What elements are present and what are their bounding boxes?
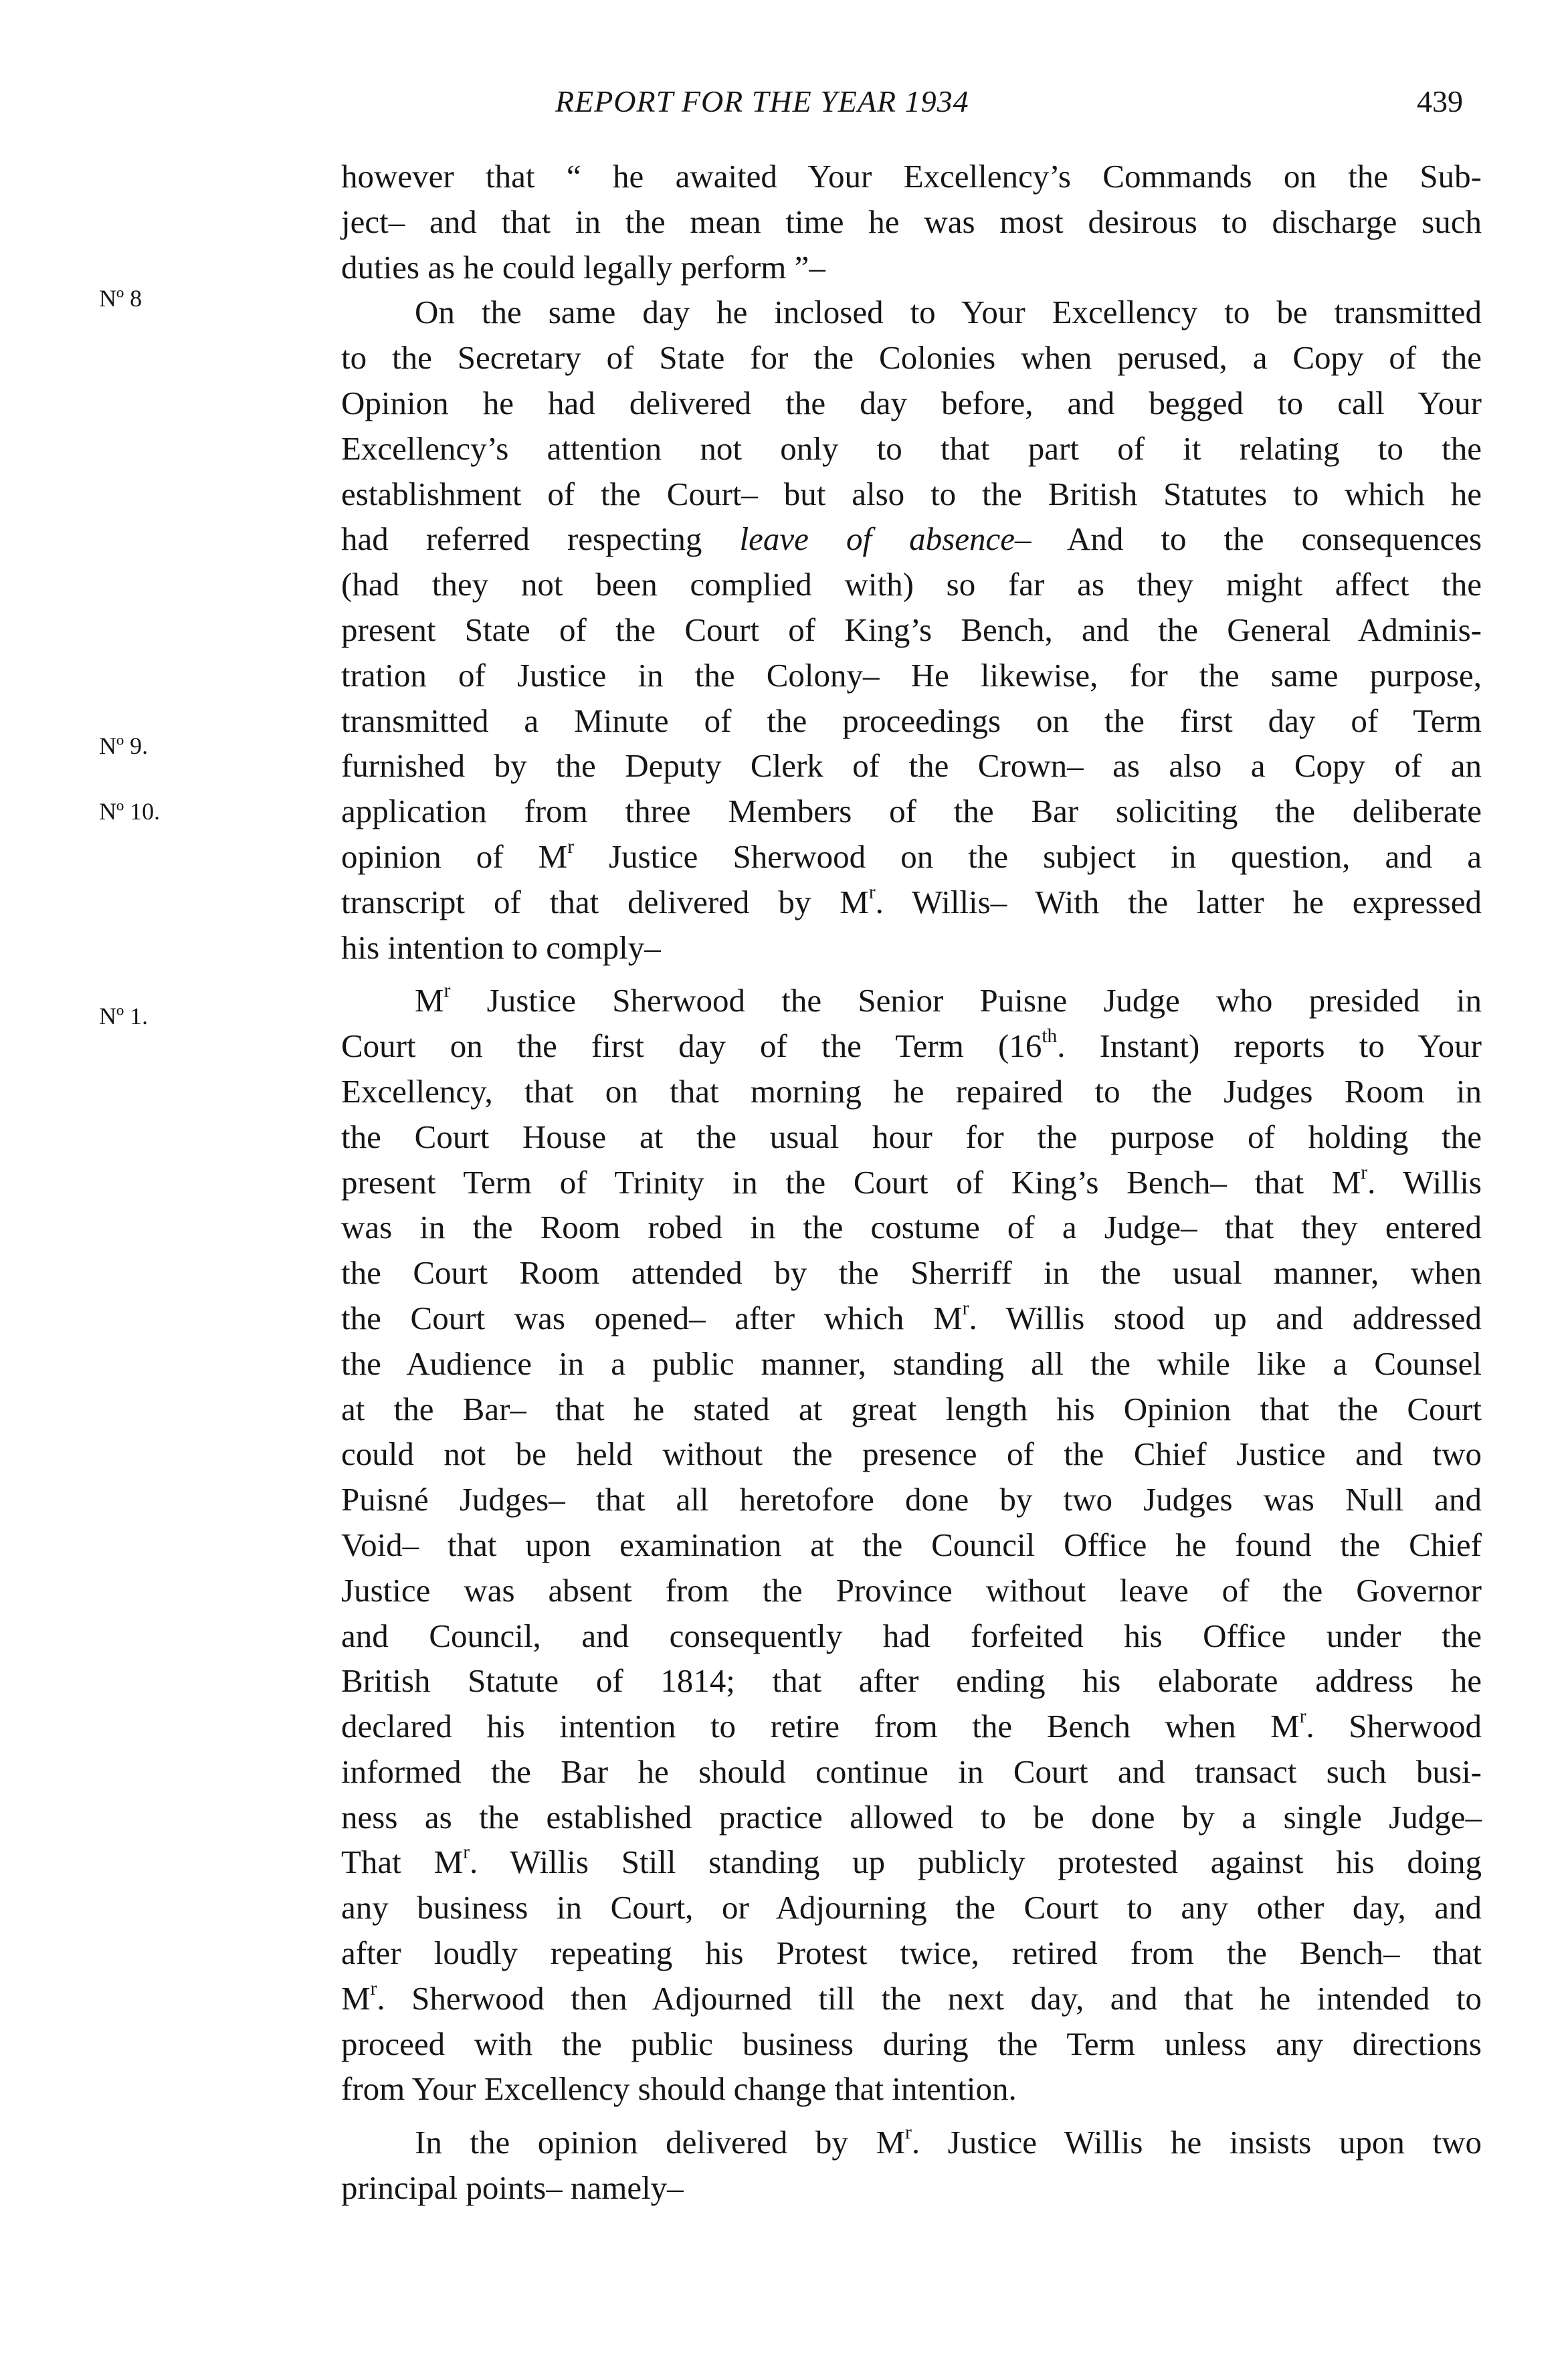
text-line: Court on the first day of the Term (16th. Instant) reports to Your xyxy=(341,1025,1482,1065)
text-line: his intention to comply– xyxy=(341,928,661,966)
text-line: That $M^r$. Willis Still standing up publicly protested against his doing xyxy=(341,1842,1482,1881)
text-line: (had they not been complied with) so far as they might affect the xyxy=(341,566,1482,603)
text-line: could not be held without the presence of the Chief Justice and two xyxy=(341,1435,1482,1473)
text-line: present State of the Court of King’s Bench, and the General Adminis- xyxy=(341,611,1482,648)
margin-note: Nº 10. xyxy=(99,798,161,825)
text-line: the Audience in a public manner, standing all the while like a Counsel xyxy=(341,1345,1482,1382)
text-line: transcript of that delivered by $M^r$. Willis– With the latter he expressed xyxy=(341,881,1482,920)
page-header xyxy=(0,84,1568,130)
text-line: $M^r$ Justice Sherwood the Senior Puisne Judge who presided in xyxy=(415,980,1482,1019)
body-text xyxy=(341,154,1482,2211)
text-line: had referred respecting leave of absence– And to the consequences xyxy=(341,520,1482,558)
text-line: Puisné Judges– that all heretofore done by two Judges was Null and xyxy=(341,1481,1482,1518)
text-line: at the Bar– that he stated at great length his Opinion that the Court xyxy=(341,1390,1482,1427)
text-line: the Court was opened– after which $M^r$. Willis stood up and addressed xyxy=(341,1297,1482,1336)
text-line: $M^r$. Sherwood then Adjourned till the next day, and that he intended to xyxy=(341,1977,1482,2017)
text-line: declared his intention to retire from the Bench when $M^r$. Sherwood xyxy=(341,1706,1482,1745)
text-line: the Court House at the usual hour for the purpose of holding the xyxy=(341,1118,1482,1155)
margin-note: Nº 8 xyxy=(99,285,142,312)
margin-note: Nº 1. xyxy=(99,1003,149,1029)
text-line: Excellency’s attention not only to that part of it relating to the xyxy=(341,429,1482,467)
text-line: Justice was absent from the Province without leave of the Governor xyxy=(341,1571,1482,1609)
text-line: Excellency, that on that morning he repaired to the Judges Room in xyxy=(341,1072,1482,1110)
text-line: Opinion he had delivered the day before, and begged to call Your xyxy=(341,384,1482,421)
margin-note: Nº 9. xyxy=(99,732,149,759)
text-line: from Your Excellency should change that intention. xyxy=(341,2070,1017,2108)
text-line: transmitted a Minute of the proceedings on the first day of Term xyxy=(341,702,1482,739)
text-line: application from three Members of the Bar soliciting the deliberate xyxy=(341,793,1482,830)
text-line: ness as the established practice allowed to be done by a single Judge– xyxy=(341,1798,1482,1836)
text-line: and Council, and consequently had forfeited his Office under the xyxy=(341,1617,1482,1654)
text-line: any business in Court, or Adjourning the Court to any other day, and xyxy=(341,1889,1482,1926)
text-line: opinion of $M^r$ Justice Sherwood on the subject in question, and a xyxy=(341,835,1482,875)
text-line: was in the Room robed in the costume of a Judge– that they entered xyxy=(341,1209,1482,1246)
text-line: the Court Room attended by the Sherriff in the usual manner, when xyxy=(341,1254,1482,1292)
text-line: to the Secretary of State for the Colonies when perused, a Copy of the xyxy=(341,339,1482,377)
text-line: British Statute of 1814; that after ending his elaborate address he xyxy=(341,1662,1482,1700)
text-line: duties as he could legally perform ”– xyxy=(341,248,825,286)
text-line: establishment of the Court– but also to the British Statutes to which he xyxy=(341,475,1482,512)
text-line: after loudly repeating his Protest twice, retired from the Bench– that xyxy=(341,1935,1482,1972)
text-line: On the same day he inclosed to Your Excellency to be transmitted xyxy=(415,294,1482,331)
text-line: In the opinion delivered by $M^r$. Justice Willis he insists upon two xyxy=(415,2122,1482,2161)
page-number: 439 xyxy=(1417,84,1463,118)
text-line: informed the Bar he should continue in Court and transact such busi- xyxy=(341,1753,1482,1790)
text-line: however that “ he awaited Your Excellency’s Commands on the Sub- xyxy=(341,158,1482,195)
text-line: tration of Justice in the Colony– He likewise, for the same purpose, xyxy=(341,656,1482,694)
text-line: furnished by the Deputy Clerk of the Crown– as also a Copy of an xyxy=(341,747,1482,785)
text-line: present Term of Trinity in the Court of King’s Bench– that $M^r$. Willis xyxy=(341,1161,1482,1201)
running-title: REPORT FOR THE YEAR 1934 xyxy=(555,84,969,118)
text-line: principal points– namely– xyxy=(341,2169,684,2207)
text-line: ject– and that in the mean time he was most desirous to discharge such xyxy=(341,203,1482,240)
text-line: Void– that upon examination at the Council Office he found the Chief xyxy=(341,1526,1482,1563)
text-line: proceed with the public business during the Term unless any directions xyxy=(341,2025,1482,2062)
